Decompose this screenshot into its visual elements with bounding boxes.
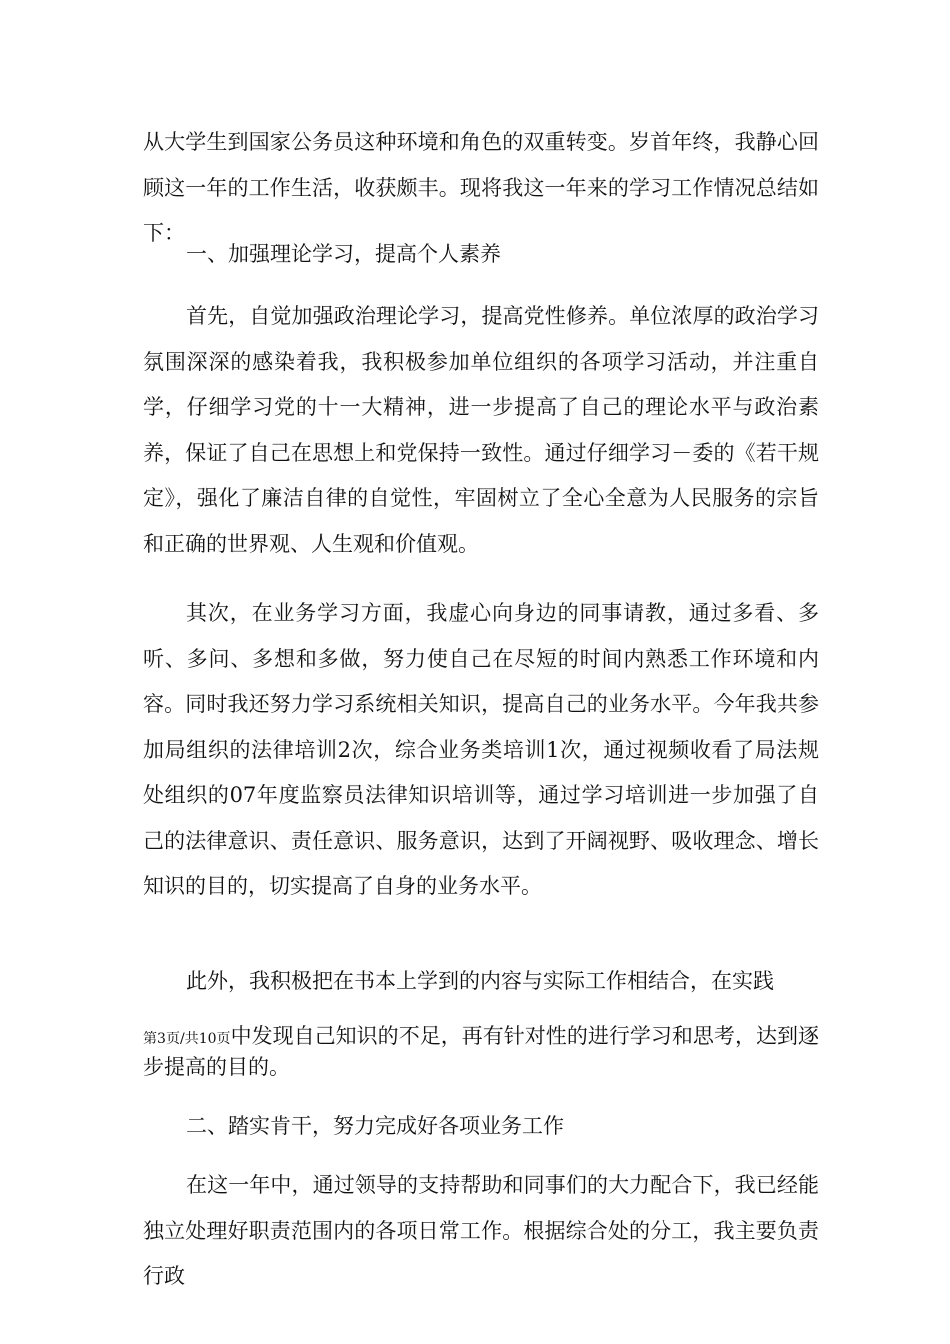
paragraph-theory-study: 首先，自觉加强政治理论学习，提高党性修养。单位浓厚的政治学习氛围深深的感染着我，我积极参加单位组织的各项学习活动，并注重自学，仔细学习党的十一大精神，进一步提高了自己的理论水平与政治素养，保证了自己在思想上和党保持一致性。通过仔细学习－委的《若干规定》，强化了廉洁自律的自觉性，牢固树立了全心全意为人民服务的宗旨和正确的世界观、人生观和价值观。 — [143, 304, 819, 556]
paragraph-business-study: 其次，在业务学习方面，我虚心向身边的同事请教，通过多看、多听、多问、多想和多做，努力使自己在尽短的时间内熟悉工作环境和内容。同时我还努力学习系统相关知识，提高自己的业务水平。今年我共参加局组织的法律培训2次，综合业务类培训1次，通过视频收看了局法规处组织的07年度监察员法律知识培训等，通过学习培训进一步加强了自己的法律意识、责任意识、服务意识，达到了开阔视野、吸收理念、增长知识的目的，切实提高了自身的业务水平。 — [143, 601, 819, 898]
section-heading-1: 一、加强理论学习，提高个人素养 — [186, 242, 501, 266]
paragraph-continued-text: 中发现自己知识的不足，再有针对性的进行学习和思考，达到逐步提高的目的。 — [143, 1024, 819, 1079]
paragraph-intro: 从大学生到国家公务员这种环境和角色的双重转变。岁首年终，我静心回顾这一年的工作生活，收获颇丰。现将我这一年来的学习工作情况总结如下： — [143, 130, 819, 245]
paragraph-work: 在这一年中，通过领导的支持帮助和同事们的大力配合下，我已经能独立处理好职责范围内的各项日常工作。根据综合处的分工，我主要负责行政 — [143, 1173, 819, 1288]
paragraph-practice: 此外，我积极把在书本上学到的内容与实际工作相结合，在实践 — [186, 969, 774, 993]
section-heading-2: 二、踏实肯干，努力完成好各项业务工作 — [186, 1114, 564, 1138]
paragraph-continued — [143, 1022, 819, 1081]
page-footer: 第3页/共10页 — [143, 1031, 231, 1047]
